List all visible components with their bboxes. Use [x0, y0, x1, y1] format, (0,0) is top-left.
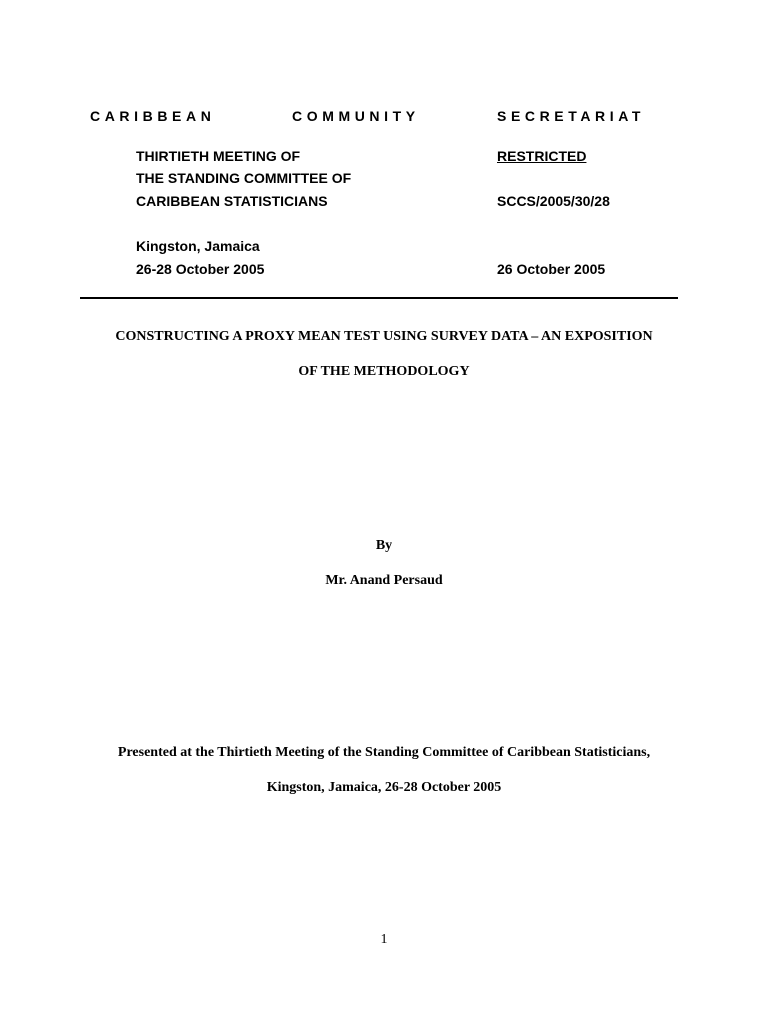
letterhead-caribbean: CARIBBEAN	[90, 108, 216, 124]
letterhead-community: COMMUNITY	[292, 108, 420, 124]
presented-line-1: Presented at the Thirtieth Meeting of the Standing Committee of Caribbean Statisticians,	[117, 745, 651, 760]
title-line-2: OF THE METHODOLOGY	[298, 364, 470, 379]
letterhead-secretariat: SECRETARIAT	[497, 108, 646, 124]
author-name: Mr. Anand Persaud	[325, 573, 443, 588]
restricted-label: RESTRICTED	[497, 148, 587, 164]
title-line-1: CONSTRUCTING A PROXY MEAN TEST USING SURVEY DATA – AN EXPOSITION	[115, 329, 653, 344]
presented-line-2: Kingston, Jamaica, 26-28 October 2005	[266, 780, 502, 795]
header-divider	[80, 297, 678, 299]
byline-label: By	[375, 538, 393, 553]
meeting-dates: 26-28 October 2005	[136, 261, 265, 277]
meeting-line-1: THIRTIETH MEETING OF	[136, 148, 301, 164]
document-reference: SCCS/2005/30/28	[497, 193, 610, 209]
meeting-location: Kingston, Jamaica	[136, 238, 260, 254]
page-number: 1	[380, 932, 388, 947]
meeting-line-3: CARIBBEAN STATISTICIANS	[136, 193, 328, 209]
document-date: 26 October 2005	[497, 261, 606, 277]
meeting-line-2: THE STANDING COMMITTEE OF	[136, 170, 352, 186]
